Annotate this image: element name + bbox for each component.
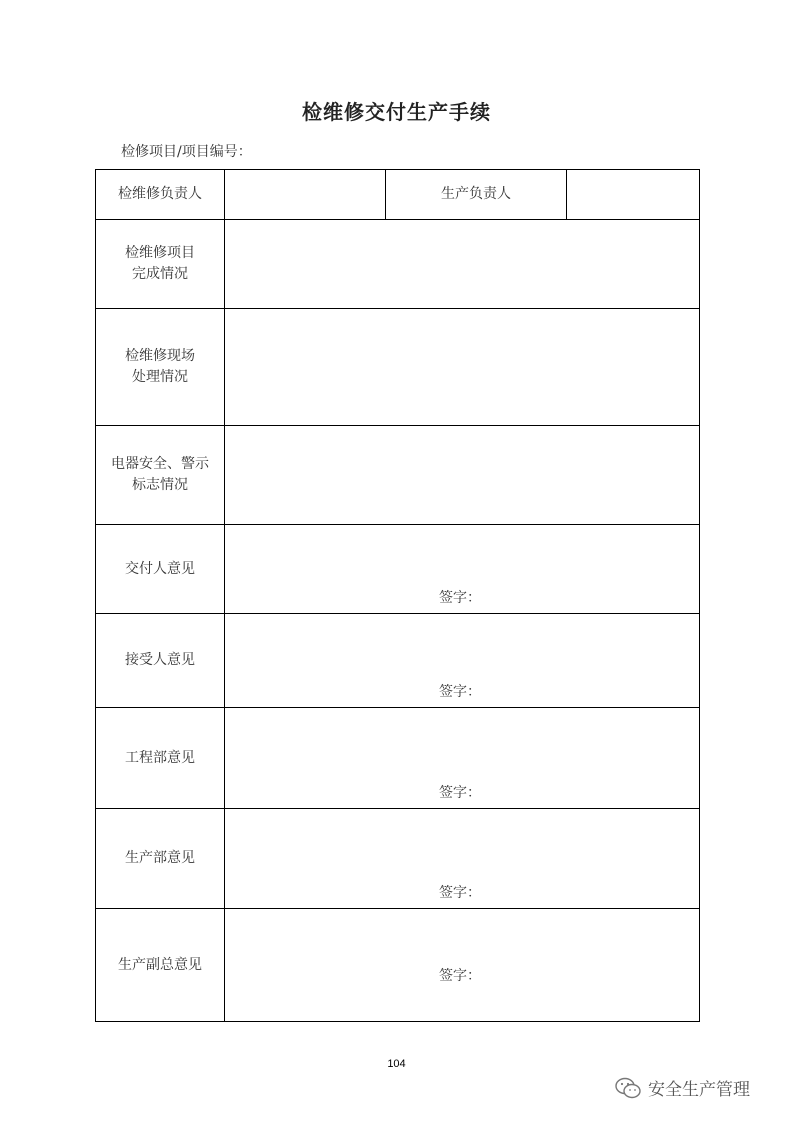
row-label-line: 标志情况 (132, 477, 188, 493)
form-row (96, 220, 700, 309)
receiver-opinion-field[interactable] (225, 614, 700, 708)
wechat-icon (614, 1076, 642, 1100)
signature-label: 签字： (439, 684, 481, 700)
form-row (96, 309, 700, 426)
row-label-line: 完成情况 (132, 266, 188, 282)
production-leader-label: 生产负责人 (386, 170, 567, 220)
row-label-line: 处理情况 (132, 369, 188, 385)
row-label: 生产部意见 (96, 809, 225, 909)
row-label (96, 426, 225, 525)
signature-label: 签字： (439, 885, 481, 901)
signature-label: 签字： (439, 968, 481, 984)
row-label-line: 检维修现场 (125, 348, 195, 364)
site-handling-field[interactable] (225, 309, 700, 426)
row-label: 接受人意见 (96, 614, 225, 708)
production-leader-field[interactable] (567, 170, 700, 220)
maintenance-leader-field[interactable] (225, 170, 386, 220)
completion-status-field[interactable] (225, 220, 700, 309)
row-label (96, 309, 225, 426)
form-row (96, 614, 700, 708)
form-row (96, 525, 700, 614)
vp-production-opinion-field[interactable] (225, 909, 700, 1022)
handover-form-table (95, 169, 700, 1022)
signature-label: 签字： (439, 785, 481, 801)
watermark (614, 1075, 750, 1100)
row-label: 交付人意见 (96, 525, 225, 614)
page-number: 104 (387, 1058, 406, 1070)
row-label-line: 检维修项目 (125, 245, 195, 261)
row-label-line: 电器安全、警示 (111, 456, 209, 472)
engineering-opinion-field[interactable] (225, 708, 700, 809)
deliverer-opinion-field[interactable] (225, 525, 700, 614)
form-row (96, 426, 700, 525)
electrical-safety-field[interactable] (225, 426, 700, 525)
production-dept-opinion-field[interactable] (225, 809, 700, 909)
watermark-text: 安全生产管理 (648, 1080, 750, 1100)
row-label: 工程部意见 (96, 708, 225, 809)
maintenance-leader-label: 检维修负责人 (96, 170, 225, 220)
header-row (96, 170, 700, 220)
project-label: 检修项目/项目编号： (121, 144, 252, 160)
row-label (96, 220, 225, 309)
form-row (96, 708, 700, 809)
form-row (96, 909, 700, 1022)
signature-label: 签字： (439, 590, 481, 606)
form-row (96, 809, 700, 909)
page-title: 检维修交付生产手续 (302, 100, 491, 124)
row-label: 生产副总意见 (96, 909, 225, 1022)
